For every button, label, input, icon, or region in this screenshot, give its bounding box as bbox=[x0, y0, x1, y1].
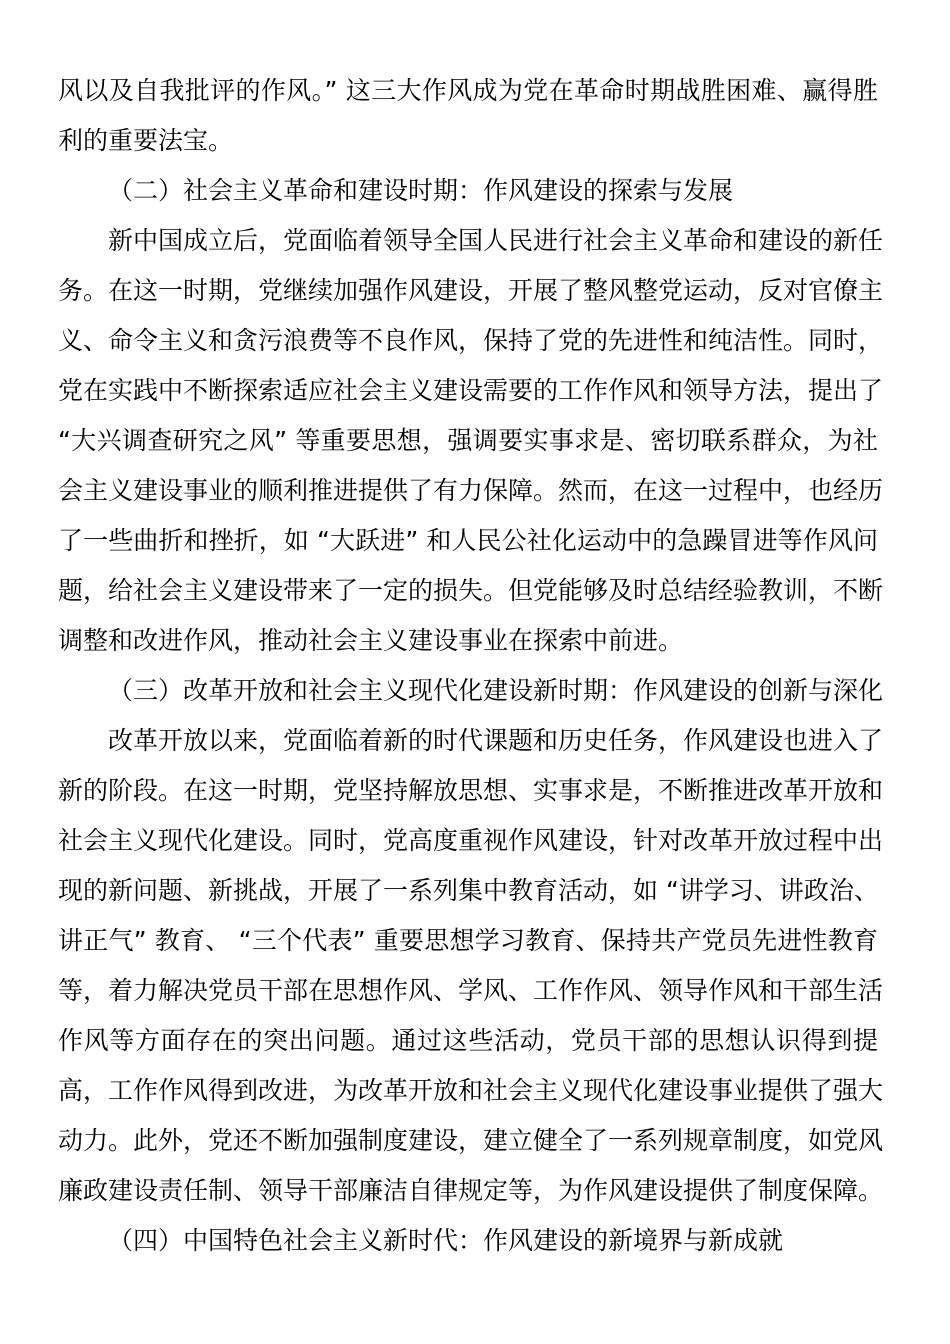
text-line: 高，工作作风得到改进，为改革开放和社会主义现代化建设事业提供了强大 bbox=[58, 1076, 884, 1105]
text-line: 等，着力解决党员干部在思想作风、学风、工作作风、领导作风和干部生活 bbox=[58, 976, 884, 1005]
text-line: 务。在这一时期，党继续加强作风建设，开展了整风整党运动，反对官僚主 bbox=[58, 276, 884, 305]
section-heading: （二）社会主义革命和建设时期：作风建设的探索与发展 bbox=[108, 176, 734, 205]
text-line: 会主义建设事业的顺利推进提供了有力保障。然而，在这一过程中，也经历 bbox=[58, 476, 884, 505]
text-line: 廉政建设责任制、领导干部廉洁自律规定等，为作风建设提供了制度保障。 bbox=[58, 1176, 884, 1205]
section-heading: （三）改革开放和社会主义现代化建设新时期：作风建设的创新与深化 bbox=[108, 676, 884, 705]
text-line: 新中国成立后，党面临着领导全国人民进行社会主义革命和建设的新任 bbox=[108, 226, 884, 255]
text-line: 动力。此外，党还不断加强制度建设，建立健全了一系列规章制度，如党风 bbox=[58, 1126, 884, 1155]
text-line: 社会主义现代化建设。同时，党高度重视作风建设，针对改革开放过程中出 bbox=[58, 826, 884, 855]
document-page bbox=[58, 66, 884, 1266]
text-line: “大兴调查研究之风” 等重要思想，强调要实事求是、密切联系群众，为社 bbox=[58, 426, 878, 455]
text-line: 了一些曲折和挫折，如 “大跃进” 和人民公社化运动中的急躁冒进等作风问 bbox=[58, 526, 878, 555]
text-line: 党在实践中不断探索适应社会主义建设需要的工作作风和领导方法，提出了 bbox=[58, 376, 884, 405]
text-line: 新的阶段。在这一时期，党坚持解放思想、实事求是，不断推进改革开放和 bbox=[58, 776, 884, 805]
section-heading: （四）中国特色社会主义新时代：作风建设的新境界与新成就 bbox=[108, 1226, 784, 1255]
text-line: 改革开放以来，党面临着新的时代课题和历史任务，作风建设也进入了 bbox=[108, 726, 884, 755]
text-line: 现的新问题、新挑战，开展了一系列集中教育活动，如 “讲学习、讲政治、 bbox=[58, 876, 879, 905]
text-line: 讲正气” 教育、 “三个代表” 重要思想学习教育、保持共产党员先进性教育 bbox=[58, 926, 878, 955]
text-line: 风以及自我批评的作风。” 这三大作风成为党在革命时期战胜困难、赢得胜 bbox=[58, 76, 878, 105]
text-line: 调整和改进作风，推动社会主义建设事业在探索中前进。 bbox=[58, 626, 684, 655]
text-line: 题，给社会主义建设带来了一定的损失。但党能够及时总结经验教训，不断 bbox=[58, 576, 884, 605]
text-line: 作风等方面存在的突出问题。通过这些活动，党员干部的思想认识得到提 bbox=[58, 1026, 878, 1055]
text-line: 利的重要法宝。 bbox=[58, 126, 234, 155]
text-line: 义、命令主义和贪污浪费等不良作风，保持了党的先进性和纯洁性。同时， bbox=[58, 326, 884, 355]
